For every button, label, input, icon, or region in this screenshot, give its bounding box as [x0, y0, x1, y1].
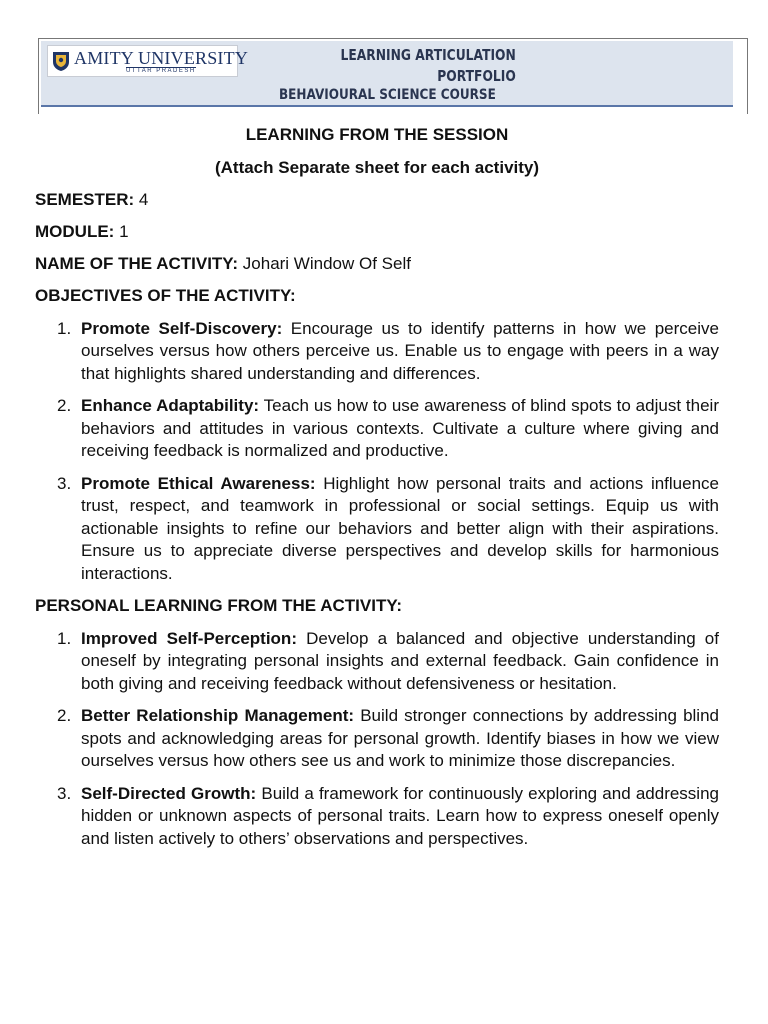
session-subtitle: (Attach Separate sheet for each activity) — [214, 157, 540, 177]
university-name: AMITY UNIVERSITY — [74, 48, 249, 68]
activity-name-field — [35, 253, 719, 276]
portfolio-title — [341, 45, 516, 87]
activity-value: Johari Window Of Self — [242, 254, 411, 273]
list-item — [35, 473, 719, 586]
list-number: 2. — [57, 706, 72, 725]
semester-label: SEMESTER: — [35, 190, 135, 209]
document-body — [35, 124, 719, 860]
learning-heading: PERSONAL LEARNING FROM THE ACTIVITY: — [35, 596, 403, 615]
module-label: MODULE: — [35, 222, 115, 241]
item-text: Highlight how personal traits and actions influence trust, respect, and teamwork in professional or social settings. Equip us with actionable insights to refine our behaviors and better align with their aspirations. Ensure us to appreciate diverse perspectives and develop skills for harmonious interactions. — [81, 473, 719, 583]
list-number: 1. — [57, 628, 72, 648]
learning-list — [35, 628, 719, 851]
portfolio-title-line2: PORTFOLIO — [437, 67, 516, 85]
item-title: Improved Self-Perception: — [81, 628, 297, 648]
item-title: Promote Self-Discovery: — [81, 318, 283, 338]
list-item — [35, 628, 719, 696]
module-field — [35, 221, 719, 244]
course-title: BEHAVIOURAL SCIENCE COURSE — [279, 87, 496, 103]
activity-label: NAME OF THE ACTIVITY: — [35, 254, 239, 273]
objectives-heading: OBJECTIVES OF THE ACTIVITY: — [35, 286, 296, 305]
portfolio-title-line1: LEARNING ARTICULATION — [340, 46, 516, 64]
list-number: 3. — [57, 783, 72, 803]
item-title: Better Relationship Management: — [81, 706, 355, 725]
semester-field — [35, 189, 719, 212]
page-header — [38, 38, 748, 106]
item-text: Teach us how to use awareness of blind spots to adjust their behaviors and attitudes in various contexts. Cultivate a culture where giving and receiving feedback is normalized and productive. — [81, 396, 719, 460]
list-item — [35, 783, 719, 851]
list-number: 2. — [57, 396, 72, 415]
item-text: Encourage us to identify patterns in how we perceive ourselves versus how others perceive us. Enable us to engage with peers in a way that highlights shared understanding and differences. — [81, 318, 719, 383]
header-corner-right — [747, 100, 748, 114]
item-text: Develop a balanced and objective understanding of oneself by integrating personal insights and external feedback. Gain confidence in both giving and receiving feedback without defensiveness or hesitation. — [81, 628, 719, 693]
item-title: Promote Ethical Awareness: — [81, 473, 316, 493]
semester-value: 4 — [138, 190, 149, 209]
list-item — [35, 318, 719, 386]
list-item — [35, 395, 719, 463]
university-seal-icon — [52, 50, 70, 72]
module-value: 1 — [119, 222, 129, 241]
item-text: Build stronger connections by addressing blind spots and acknowledging areas for personal growth. Identify biases in how we view ourselves versus how others see us and work to minimize those discrepancies. — [81, 706, 719, 770]
list-number: 1. — [57, 318, 72, 338]
item-title: Enhance Adaptability: — [81, 396, 260, 415]
item-text: Build a framework for continuously exploring and addressing hidden or unknown aspects of personal traits. Learn how to express oneself openly and listen actively to others’ observations and perspectives. — [81, 783, 719, 848]
objectives-list — [35, 318, 719, 586]
university-logo — [47, 45, 249, 77]
header-corner-left — [38, 100, 39, 114]
session-title: LEARNING FROM THE SESSION — [245, 125, 509, 144]
header-band — [41, 41, 733, 107]
list-number: 3. — [57, 473, 72, 493]
list-item — [35, 705, 719, 773]
item-title: Self-Directed Growth: — [81, 783, 257, 803]
university-location: UTTAR PRADESH — [126, 68, 196, 74]
